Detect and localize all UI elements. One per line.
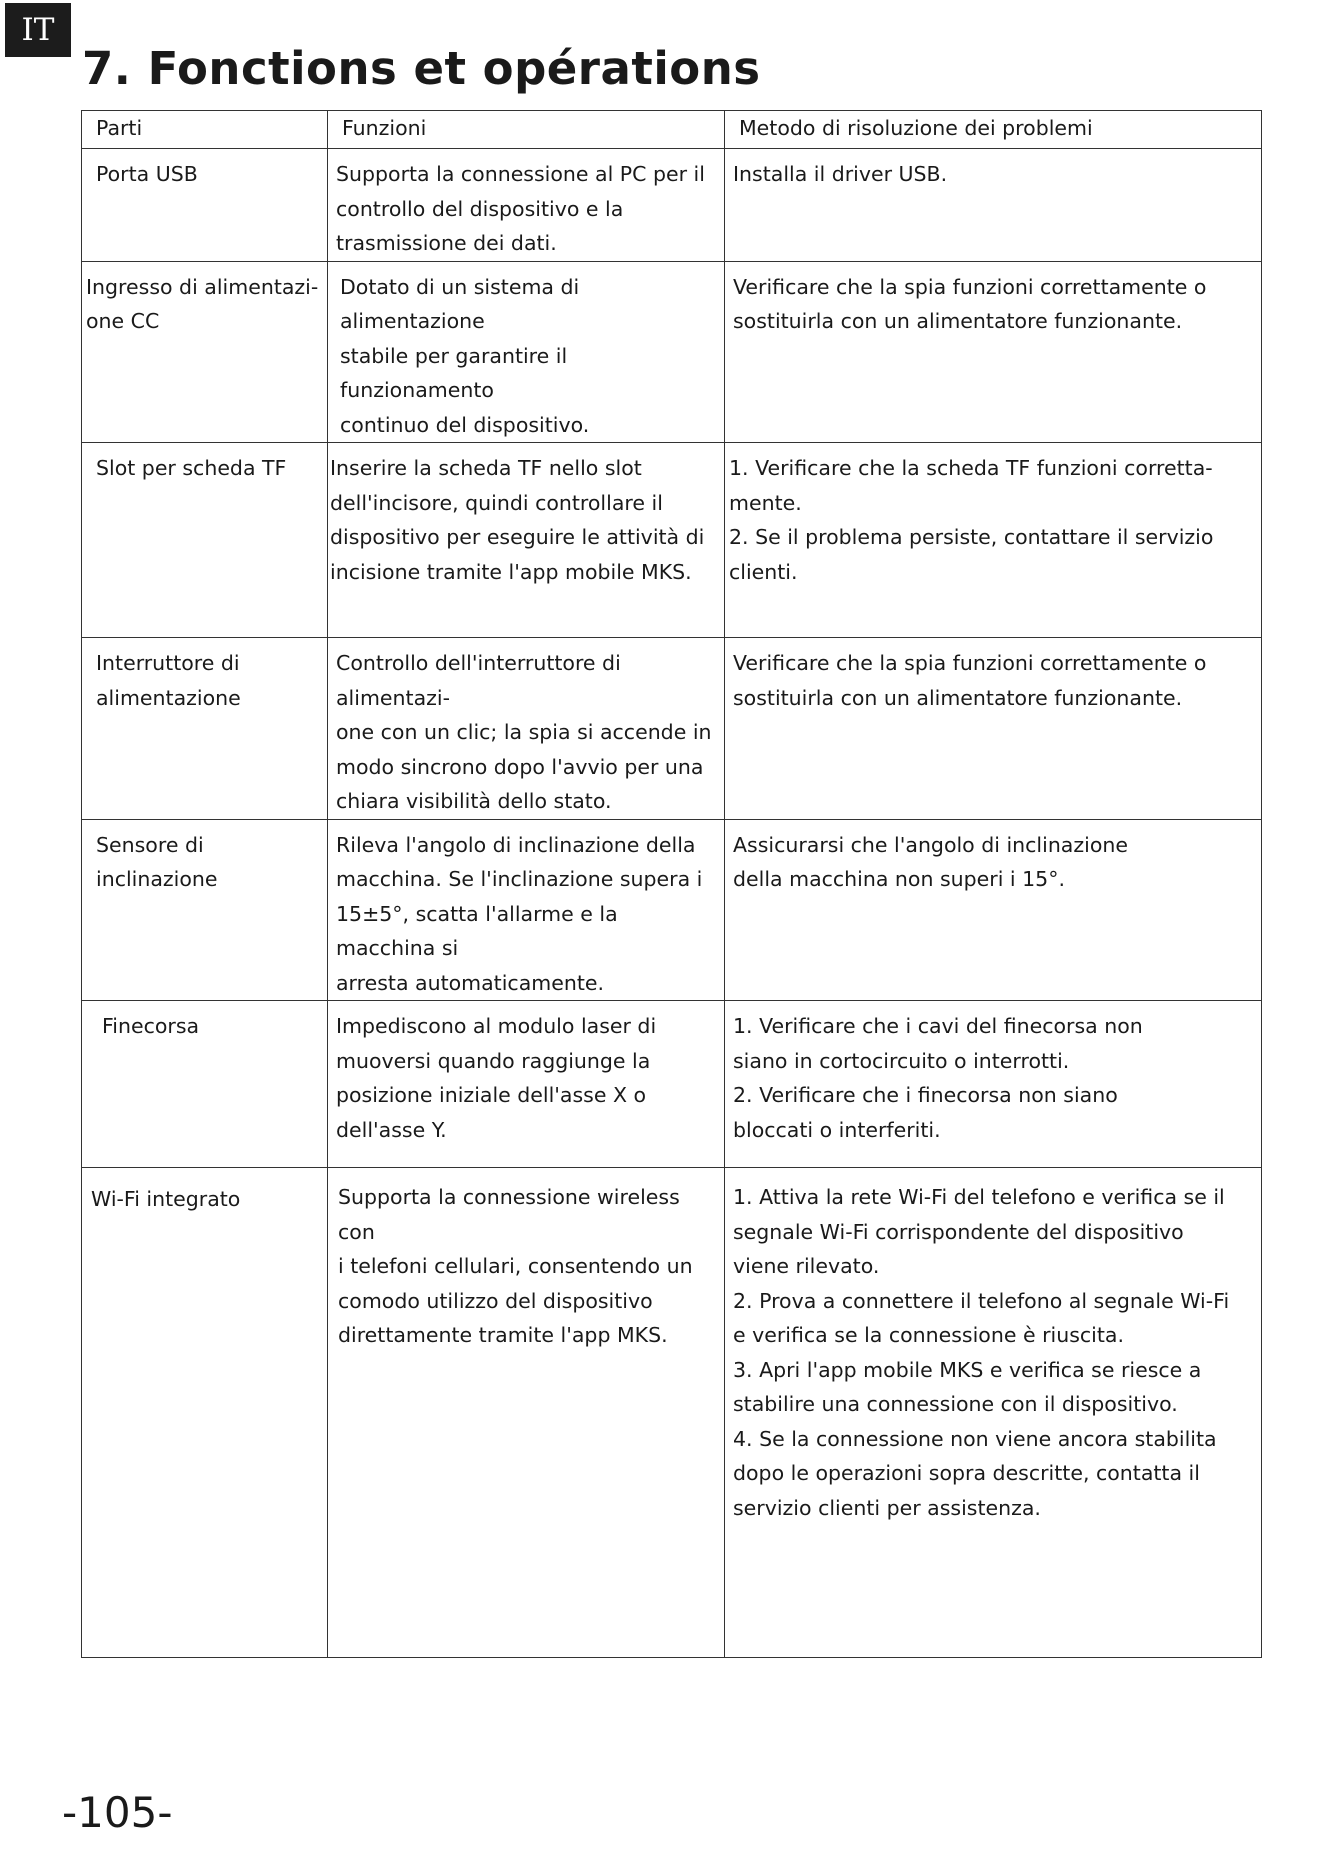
part-cell: Slot per scheda TF [82, 443, 328, 638]
part-cell: Finecorsa [82, 1001, 328, 1168]
part-cell: Ingresso di alimentazi- one CC [82, 261, 328, 443]
part-cell: Sensore di inclinazione [82, 819, 328, 1001]
troubleshooting-cell: Installa il driver USB. [725, 149, 1262, 262]
column-header-functions: Funzioni [328, 111, 725, 149]
functions-table [81, 110, 1262, 1658]
function-cell: Impediscono al modulo laser di muoversi quando raggiunge la posizione iniziale dell'asse X o dell'asse Y. [328, 1001, 725, 1168]
troubleshooting-cell: 1. Attiva la rete Wi-Fi del telefono e verifica se il segnale Wi-Fi corrispondente del dispositivo viene rilevato. 2. Prova a connettere il telefono al segnale Wi-Fi e verifica se la connessione è riuscita. 3. Apri l'app mobile MKS e verifica se riesce a stabilire una connessione con il dispositivo. 4. Se la connessione non viene ancora stabilita dopo le operazioni sopra descritte, contatta il servizio clienti per assistenza. [725, 1168, 1262, 1658]
table-row [82, 638, 1262, 820]
troubleshooting-cell: Verificare che la spia funzioni correttamente o sostituirla con un alimentatore funzionante. [725, 261, 1262, 443]
part-cell: Wi-Fi integrato [82, 1168, 328, 1658]
function-cell: Supporta la connessione wireless con i telefoni cellulari, consentendo un comodo utilizzo del dispositivo direttamente tramite l'app MKS. [328, 1168, 725, 1658]
table-row [82, 443, 1262, 638]
function-cell: Inserire la scheda TF nello slot dell'incisore, quindi controllare il dispositivo per eseguire le attività di incisione tramite l'app mobile MKS. [328, 443, 725, 638]
troubleshooting-cell: Verificare che la spia funzioni correttamente o sostituirla con un alimentatore funzionante. [725, 638, 1262, 820]
table-row [82, 1001, 1262, 1168]
table-row [82, 819, 1262, 1001]
troubleshooting-cell: 1. Verificare che la scheda TF funzioni corretta- mente. 2. Se il problema persiste, contattare il servizio clienti. [725, 443, 1262, 638]
column-header-troubleshooting: Metodo di risoluzione dei problemi [725, 111, 1262, 149]
function-cell: Supporta la connessione al PC per il controllo del dispositivo e la trasmissione dei dati. [328, 149, 725, 262]
part-cell: Porta USB [82, 149, 328, 262]
language-badge: IT [5, 3, 71, 57]
column-header-parts: Parti [82, 111, 328, 149]
table-row [82, 261, 1262, 443]
troubleshooting-cell: Assicurarsi che l'angolo di inclinazione della macchina non superi i 15°. [725, 819, 1262, 1001]
part-cell: Interruttore di alimentazione [82, 638, 328, 820]
page-number: -105- [62, 1788, 173, 1837]
troubleshooting-cell: 1. Verificare che i cavi del finecorsa non siano in cortocircuito o interrotti. 2. Verificare che i finecorsa non siano bloccati o interferiti. [725, 1001, 1262, 1168]
page-title: 7. Fonctions et opérations [82, 42, 761, 95]
table-row [82, 1168, 1262, 1658]
table-row [82, 149, 1262, 262]
function-cell: Dotato di un sistema di alimentazione stabile per garantire il funzionamento continuo del dispositivo. [328, 261, 725, 443]
table-header-row [82, 111, 1262, 149]
function-cell: Rileva l'angolo di inclinazione della macchina. Se l'inclinazione supera i 15±5°, scatta l'allarme e la macchina si arresta automaticamente. [328, 819, 725, 1001]
function-cell: Controllo dell'interruttore di alimentazi- one con un clic; la spia si accende in modo sincrono dopo l'avvio per una chiara visibilità dello stato. [328, 638, 725, 820]
